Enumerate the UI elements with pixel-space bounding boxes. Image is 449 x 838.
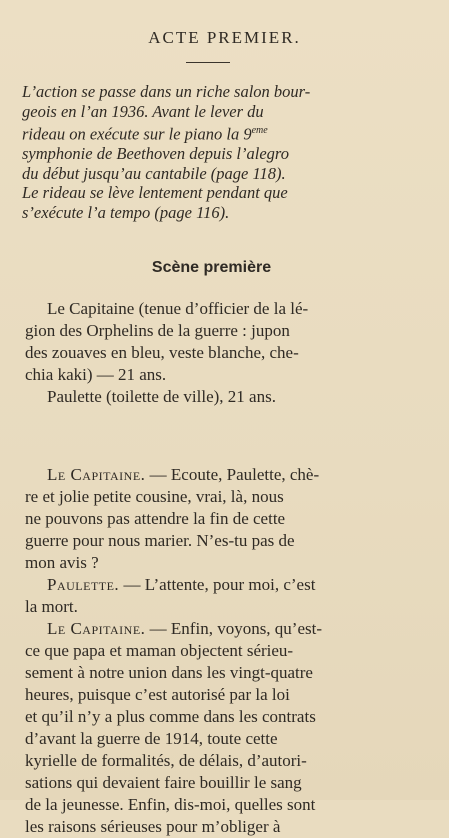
dialogue-line: et qu’il n’y a plus comme dans les contrats — [25, 707, 316, 726]
stage-line: s’exécute l’a tempo (page 116). — [22, 202, 230, 222]
act-title: ACTE PREMIER. — [148, 28, 301, 47]
stage-line: geois en l’an 1936. Avant le lever du — [22, 101, 264, 121]
stage-line: symphonie de Beethoven depuis l’alegro — [22, 144, 289, 163]
stage-direction — [22, 82, 404, 222]
speaker-name: Le Capitaine. — [47, 465, 146, 484]
dialogue-line: la mort. — [25, 597, 78, 616]
dialogue-line: Le Capitaine. — Enfin, voyons, qu’est- — [47, 619, 323, 638]
stage-line-with-sup: rideau on exécute sur le piano la 9eme — [22, 124, 268, 144]
dialogue — [25, 464, 393, 838]
speaker-name: Le Capitaine. — [47, 619, 146, 638]
dialogue-line: sations qui devaient faire bouillir le sang — [25, 773, 302, 792]
cast-line: Paulette (toilette de ville), 21 ans. — [47, 387, 276, 406]
cast-line: chia kaki) — 21 ans. — [25, 365, 167, 384]
stage-line: du début jusqu’au cantabile (page 118). — [22, 163, 286, 183]
dialogue-line: re et jolie petite cousine, vrai, là, nous — [25, 487, 284, 506]
dialogue-line: de la jeunesse. Enfin, dis-moi, quelles sont — [25, 795, 316, 814]
scene-title: Scène première — [151, 259, 272, 276]
cast-line: gion des Orphelins de la guerre : jupon — [25, 321, 290, 340]
dialogue-line: sement à notre union dans les vingt-quatre — [25, 663, 313, 682]
title-divider — [186, 62, 230, 63]
cast-line: des zouaves en bleu, veste blanche, che- — [25, 343, 299, 362]
superscript-eme: eme — [251, 125, 268, 136]
dialogue-line: heures, puisque c’est autorisé par la loi — [25, 685, 290, 704]
dialogue-line: guerre pour nous marier. N’es-tu pas de — [25, 531, 295, 550]
dialogue-line: ne pouvons pas attendre la fin de cette — [25, 509, 286, 528]
dialogue-line: les raisons sérieuses pour m’obliger à — [25, 817, 281, 836]
dialogue-line: d’avant la guerre de 1914, toute cette — [25, 729, 278, 748]
cast-line: Le Capitaine (tenue d’officier de la lé- — [47, 299, 309, 318]
dialogue-line: ce que papa et maman objectent sérieu- — [25, 641, 294, 660]
dialogue-line: Paulette. — L’attente, pour moi, c’est — [47, 575, 316, 594]
stage-line: L’action se passe dans un riche salon bour- — [22, 82, 311, 101]
speaker-name: Paulette. — [47, 575, 120, 594]
dialogue-line: mon avis ? — [25, 553, 99, 572]
dialogue-line: Le Capitaine. — Ecoute, Paulette, chè- — [47, 465, 320, 484]
dialogue-line: kyrielle de formalités, de délais, d’autori- — [25, 751, 307, 770]
cast-list — [25, 298, 393, 408]
stage-line: Le rideau se lève lentement pendant que — [22, 183, 288, 202]
